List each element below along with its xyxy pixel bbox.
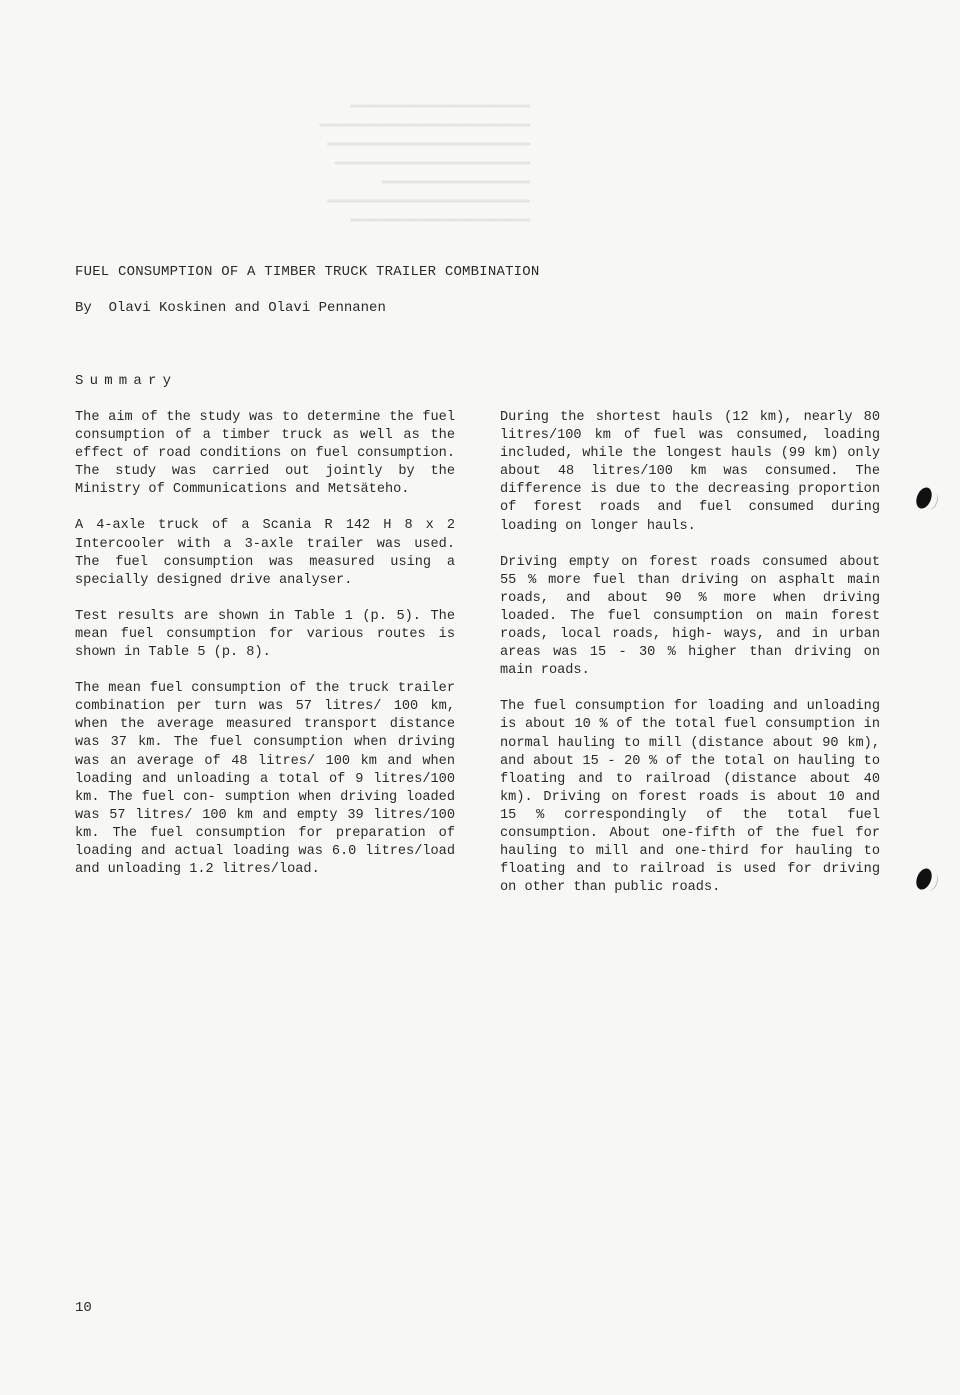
- summary-heading: Summary: [75, 373, 178, 389]
- author-byline: By Olavi Koskinen and Olavi Pennanen: [75, 300, 386, 316]
- punch-hole-mark: [913, 485, 934, 511]
- document-title: FUEL CONSUMPTION OF A TIMBER TRUCK TRAILER COMBINATION: [75, 264, 540, 280]
- punch-hole-mark: [913, 866, 934, 892]
- page-number: 10: [75, 1300, 92, 1316]
- paragraph: The aim of the study was to determine the fuel consumption of a timber truck as well as the effect of road conditions on fuel consumption. The study was carried out jointly by the Ministry of Communications and Metsäteho.: [75, 410, 455, 498]
- paragraph: The mean fuel consumption of the truck trailer combination per turn was 57 litres/ 100 km, when the average measured transport distance was 37 km. The fuel consumption when driving was an average of 48 litres/ 100 km and when loading and unloading a total of 9 litres/100 km. The fuel con- sumption when driving loaded was 57 litres/ 100 km and empty 39 litres/100 km. The fuel consumption for preparation of loading and actual loading was 6.0 litres/load and unloading 1.2 litres/load.: [75, 681, 455, 878]
- paragraph: Driving empty on forest roads consumed about 55 % more fuel than driving on asphalt main roads, and about 90 % more when driving loaded. The fuel consumption on main forest roads, local roads, high- ways, and in urban areas was 15 - 30 % higher than driving on main roads.: [500, 554, 880, 679]
- left-text-column: [75, 409, 455, 897]
- paragraph: The fuel consumption for loading and unloading is about 10 % of the total fuel consumption in normal hauling to mill (distance about 90 km), and about 15 - 20 % of the total on hauling to floating and to railroad (distance about 40 km). Driving on forest roads is about 10 and 15 % correspondingly of the total fuel consumption. About one-fifth of the fuel for hauling to mill and one-third for hauling to floating and to railroad is used for driving on other than public roads.: [500, 699, 880, 896]
- paragraph: A 4-axle truck of a Scania R 142 H 8 x 2 Intercooler with a 3-axle trailer was used. The fuel consumption was measured using a specially designed drive analyser.: [75, 518, 455, 588]
- reverse-side-bleed-through: ▬▬▬▬▬▬▬▬▬▬▬▬▬▬▬▬▬▬▬▬▬▬▬ ▬▬▬▬▬▬▬▬▬▬▬▬▬▬▬▬▬▬▬▬▬▬▬▬▬▬▬ ▬▬▬▬▬▬▬▬▬▬▬▬▬▬▬▬▬▬▬▬▬▬▬▬▬▬ ▬▬▬▬▬▬▬▬▬▬▬▬▬▬▬▬▬▬▬▬▬▬▬▬▬ ▬▬▬▬▬▬▬▬▬▬▬▬▬▬▬▬▬▬▬ ▬▬▬▬▬▬▬▬▬▬▬▬▬▬▬▬▬▬▬▬▬▬▬▬▬▬ ▬▬▬▬▬▬▬▬▬▬▬▬▬▬▬▬▬▬▬▬▬▬▬: [319, 97, 530, 226]
- right-text-column: [500, 409, 880, 915]
- paragraph: Test results are shown in Table 1 (p. 5). The mean fuel consumption for various routes is shown in Table 5 (p. 8).: [75, 608, 455, 661]
- paragraph: During the shortest hauls (12 km), nearly 80 litres/100 km of fuel was consumed, loading included, while the longest hauls (99 km) only about 48 litres/100 km was consumed. The difference is due to the decreasing proportion of forest roads and fuel consumed during loading on longer hauls.: [500, 410, 880, 534]
